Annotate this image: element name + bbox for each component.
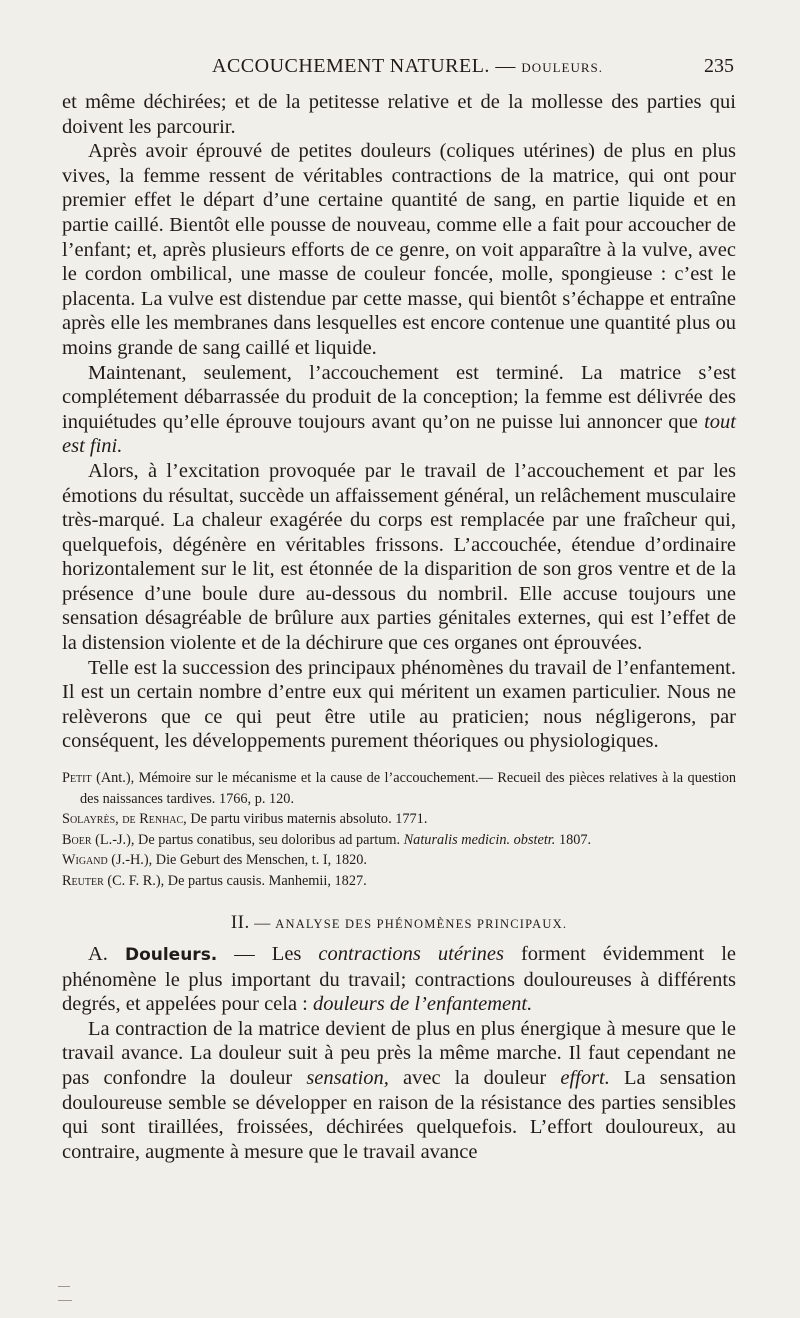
subsection-italic-2: douleurs de l’enfantement. (313, 993, 533, 1016)
reference-author: Boer (62, 831, 92, 848)
section-subtitle: DOULEURS. (521, 60, 604, 75)
paragraph-4: Alors, à l’excitation provoquée par le travail de l’accouchement et par les émotions du résultat, succède un affaissement général, un relâchement musculaire très-marqué. La chaleur exagérée du corps est remplacée par une fraîcheur qui, quelquefois, dégénère en véritables frissons. L’accouchée, étendue d’ordinaire horizontalement sur le lit, est étonnée de la disparition de son gros ventre et de la présence d’une boule dure au-dessous du nombril. Elle accuse toujours une sensation désagréable de brûlure aux parties génitales externes, qui est l’effet de la distension violente et de la déchirure que ces organes ont éprouvées. (62, 459, 736, 655)
reference-author: Petit (62, 770, 92, 787)
subsection-title: Douleurs. (124, 945, 218, 966)
reference-text: (Ant.), Mémoire sur le mécanisme et la cause de l’accouchement.— Recueil des pièces relatives à la question des naissances tardives. 1766, p. 120. (80, 770, 736, 807)
section-heading (62, 912, 736, 934)
reference-author: Solayrès, de Renhac, (62, 811, 187, 828)
last-paragraph-text-1: La contraction de la matrice devient de plus en plus énergique à mesure que le travail avance. La douleur suit à peu près la même marche. Il faut cependant ne pas confondre la douleur (62, 1017, 736, 1089)
reference-journal: Naturalis medicin. obstetr. (403, 831, 556, 848)
subsection-paragraph (62, 942, 736, 1017)
margin-tick (58, 1300, 72, 1301)
reference-author: Wigand (62, 852, 108, 869)
subsection-text-2: forment évidemment le phénomène le plus important du travail; contractions douloureuses à différents degrés, et appelées pour cela : (62, 943, 737, 1016)
reference-text: (L.-J.), De partus conatibus, seu doloribus ad partum. (95, 831, 401, 848)
subsection-text-1: — Les (234, 943, 302, 966)
reference-entry (62, 809, 736, 830)
page-body (62, 90, 736, 1164)
reference-entry (62, 768, 736, 809)
reference-entry (62, 871, 736, 892)
reference-text: (C. F. R.), De partus causis. Manhemii, 1827. (107, 872, 367, 889)
paragraph-3 (62, 361, 736, 459)
paragraph-3-text: Maintenant, seulement, l’accouchement est terminé. La matrice s’est complétement débarrassée du produit de la conception; la femme est délivrée des inquiétudes qu’elle éprouve toujours avant qu’on ne puisse lui annoncer que (62, 361, 736, 433)
reference-author: Reuter (62, 872, 104, 889)
reference-text: (J.-H.), Die Geburt des Menschen, t. I, 1820. (111, 852, 367, 869)
reference-text: De partu viribus maternis absoluto. 1771. (190, 811, 428, 828)
section-title: ANALYSE DES PHÉNOMÈNES PRINCIPAUX. (275, 917, 568, 932)
last-paragraph-italic-1: sensation, (306, 1067, 389, 1089)
last-paragraph-text-2: avec la douleur (403, 1067, 547, 1089)
margin-tick (58, 1286, 70, 1287)
page-number: 235 (704, 55, 734, 77)
reference-entry (62, 830, 736, 851)
running-title (212, 55, 603, 78)
chapter-title: ACCOUCHEMENT NATUREL. (212, 55, 490, 77)
last-paragraph-text-3: La sensation douloureuse semble se développer en raison de la résistance des parties sensibles qui sont tiraillées, froissées, déchirées quelquefois. L’effort douloureux, au contraire, augmente à mesure que le travail avance (62, 1067, 737, 1163)
bibliography (62, 768, 736, 891)
paragraph-2: Après avoir éprouvé de petites douleurs (coliques utérines) de plus en plus vives, la femme ressent de véritables contractions de la matrice, qui ont pour premier effet le départ d’une certaine quantité de sang, en partie liquide et en partie caillé. Bientôt elle pousse de nouveau, comme elle a fait pour accoucher de l’enfant; et, après plusieurs efforts de ce genre, on voit apparaître à la vulve, avec le cordon ombilical, une masse de couleur foncée, molle, spongieuse : c’est le placenta. La vulve est distendue par cette masse, qui bientôt s’échappe et entraîne après elle les membranes dans lesquelles est encore contenue une quantité plus ou moins grande de sang caillé et liquide. (62, 140, 736, 359)
reference-entry (62, 850, 736, 871)
subsection-italic-1: contractions utérines (318, 943, 504, 966)
header-dash: — (495, 55, 516, 77)
section-number: II. (230, 912, 250, 934)
paragraph-1: et même déchirées; et de la petitesse relative et de la mollesse des parties qui doivent les parcourir. (62, 91, 736, 138)
last-paragraph-italic-2: effort. (560, 1067, 610, 1089)
running-header (62, 55, 738, 85)
paragraph-3-italic: tout est fini. (62, 410, 737, 458)
paragraph-5: Telle est la succession des principaux phénomènes du travail de l’enfantement. Il est un certain nombre d’entre eux qui méritent un examen particulier. Nous ne relèverons que ce qui peut être utile au praticien; nous négligerons, par conséquent, les développements purement théoriques ou physiologiques. (62, 656, 736, 753)
subsection-letter: A. (88, 943, 108, 966)
reference-year: 1807. (558, 831, 592, 848)
section-dash: — (254, 915, 271, 933)
last-paragraph (62, 1017, 736, 1165)
